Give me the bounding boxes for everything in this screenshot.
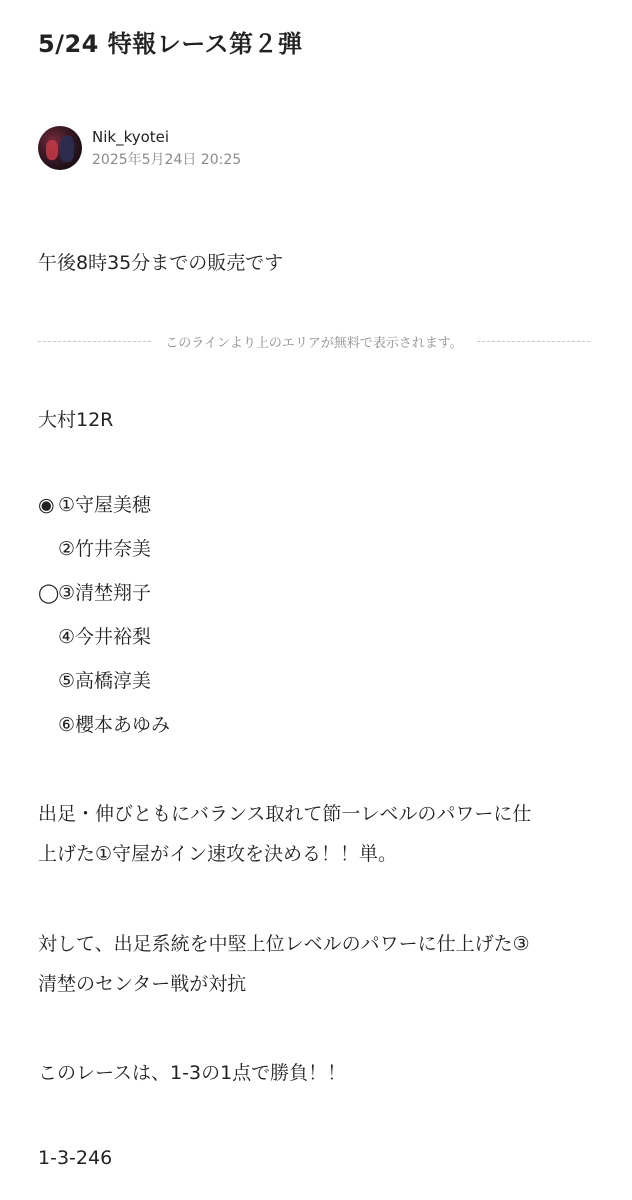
comment-main-line: 上げた①守屋がイン速攻を決める！！単。	[38, 843, 398, 865]
racer-name: ⑤高橋淳美	[58, 670, 152, 692]
author-avatar[interactable]	[38, 126, 82, 170]
entry-row	[38, 710, 170, 740]
prediction-mark: ◯	[38, 582, 60, 604]
author-block[interactable]	[38, 126, 241, 170]
racer-name: ③清埜翔子	[58, 582, 152, 604]
post-date: 2025年5月24日 20:25	[92, 151, 242, 168]
entry-row	[38, 666, 151, 696]
author-meta	[92, 127, 241, 170]
racer-name: ①守屋美穂	[58, 494, 152, 516]
comment-main	[38, 794, 531, 874]
entry-row	[38, 490, 151, 520]
entry-row	[38, 534, 151, 564]
comment-rival-line: 対して、出足系統を中堅上位レベルのパワーに仕上げた③	[38, 933, 530, 955]
racer-name: ④今井裕梨	[58, 626, 152, 648]
article-title: 5/24 特報レース第２弾	[38, 30, 303, 58]
comment-rival-line: 清埜のセンター戦が対抗	[38, 973, 247, 995]
racer-name: ②竹井奈美	[58, 538, 152, 560]
comment-rival	[38, 924, 530, 1004]
comment-main-line: 出足・伸びともにバランス取れて節一レベルのパワーに仕	[38, 803, 532, 825]
sale-note: 午後8時35分までの販売です	[38, 252, 284, 274]
free-area-divider-text: このラインより上のエリアが無料で表示されます。	[165, 335, 463, 351]
prediction-mark: ◉	[38, 494, 55, 516]
divider-dash-left	[38, 341, 151, 342]
divider-dash-right	[477, 341, 590, 342]
conclusion: このレースは、1-3の1点で勝負！！	[38, 1062, 347, 1084]
free-area-divider	[38, 330, 590, 352]
racer-name: ⑥櫻本あゆみ	[58, 714, 171, 736]
entry-row	[38, 578, 151, 608]
race-name: 大村12R	[38, 409, 114, 431]
bet-combination: 1-3-246	[38, 1147, 113, 1169]
entry-row	[38, 622, 151, 652]
author-name[interactable]: Nik_kyotei	[92, 127, 170, 146]
